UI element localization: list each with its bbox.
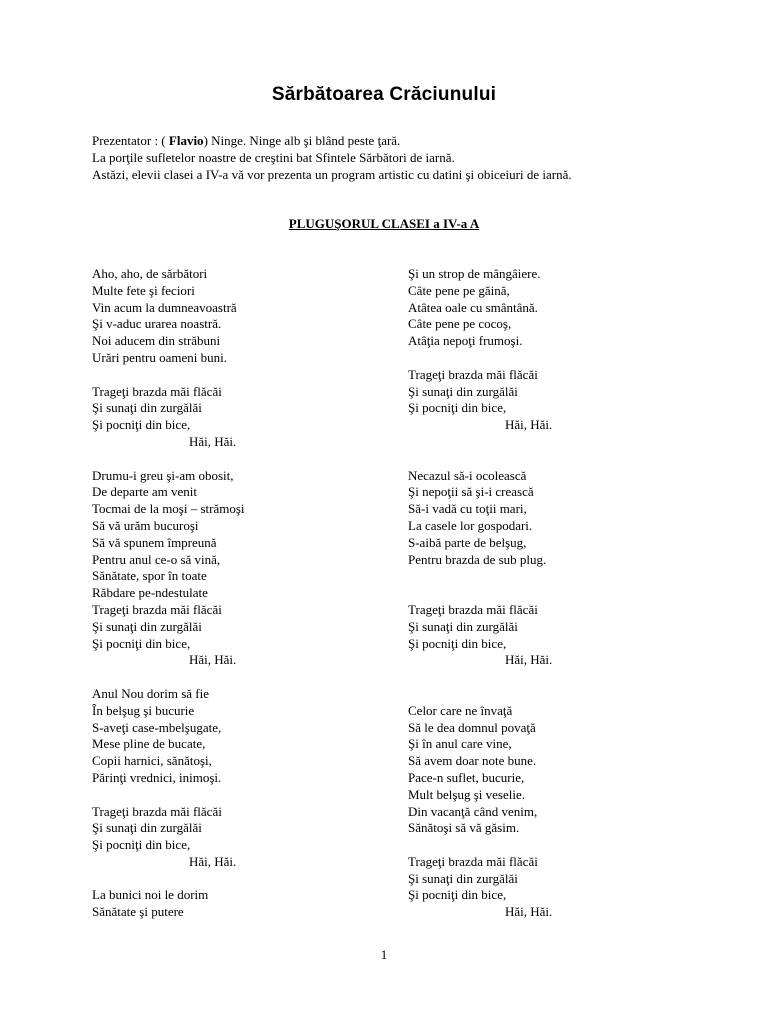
blank-line: [92, 871, 245, 888]
verse-line: Copii harnici, sănătoşi,: [92, 753, 212, 769]
verse-line: Trageţi brazda măi flăcăi: [408, 601, 538, 617]
verse-line: Şi în anul care vine,: [408, 736, 512, 752]
verse-line: S-aveţi case-mbelşugate,: [92, 719, 222, 735]
blank-line: [408, 686, 552, 703]
verse-line: Trageţi brazda măi flăcăi: [92, 803, 222, 819]
verse-line: Mese pline de bucate,: [92, 736, 206, 752]
verse-line: Pentru anul ce-o să vină,: [92, 551, 221, 567]
blank-line: [92, 669, 245, 686]
verse-line: Şi sunaţi din zurgălăi: [92, 820, 202, 836]
verse-line: Şi sunaţi din zurgălăi: [408, 870, 518, 886]
blank-line: [92, 787, 245, 804]
verse-line: Şi sunaţi din zurgălăi: [92, 618, 202, 634]
verse-line: Şi pocniţi din bice,: [92, 837, 191, 853]
verse-line: Răbdare pe-ndestulate: [92, 585, 208, 601]
blank-line: [408, 669, 552, 686]
intro-block: [92, 132, 572, 183]
blank-line: [408, 350, 552, 367]
verse-line: Trageţi brazda măi flăcăi: [408, 853, 538, 869]
verse-line: Hăi, Hăi.: [505, 652, 553, 668]
verse-line: Sănătate şi putere: [92, 904, 184, 920]
verse-line: Tocmai de la moşi – strămoşi: [92, 501, 245, 517]
verse-line: Să le dea domnul povaţă: [408, 719, 536, 735]
verse-line: Aho, aho, de sărbători: [92, 266, 208, 281]
presenter-name: Flavio: [168, 133, 204, 148]
page-number: 1: [380, 947, 388, 962]
verse-line: Hăi, Hăi.: [505, 417, 553, 433]
verse-line: Şi pocniţi din bice,: [92, 417, 191, 433]
verse-line: Şi nepoţii să şi-i crească: [408, 484, 534, 500]
verse-line: Vin acum la dumneavoastră: [92, 299, 237, 315]
verse-line: Şi sunaţi din zurgălăi: [92, 400, 202, 416]
verse-line: Mult belşug şi veselie.: [408, 786, 525, 802]
verse-line: Anul Nou dorim să fie: [92, 685, 209, 701]
verse-line: Celor care ne învaţă: [408, 702, 513, 718]
verse-line: Trageţi brazda măi flăcăi: [92, 383, 222, 399]
section-heading: PLUGUŞORUL CLASEI a IV-a A: [288, 216, 480, 231]
blank-line: [408, 837, 552, 854]
blank-line: [408, 568, 552, 585]
verse-line: Şi un strop de mângâiere.: [408, 266, 541, 281]
verse-line: Drumu-i greu şi-am obosit,: [92, 467, 234, 483]
verse-line: Necazul să-i ocolească: [408, 467, 527, 483]
verse-line: Atâţia nepoţi frumoşi.: [408, 333, 523, 349]
verse-line: Şi sunaţi din zurgălăi: [408, 618, 518, 634]
blank-line: [92, 451, 245, 468]
verse-line: Sănătate, spor în toate: [92, 568, 207, 584]
left-verse-column: [92, 266, 245, 921]
verse-line: Hăi, Hăi.: [189, 433, 237, 449]
verse-line: Câte pene pe găină,: [408, 282, 510, 298]
right-verse-column: [408, 266, 552, 921]
verse-line: Şi v-aduc urarea noastră.: [92, 316, 222, 332]
verse-line: Să vă spunem împreună: [92, 534, 217, 550]
verse-line: Pentru brazda de sub plug.: [408, 551, 547, 567]
verse-line: Să avem doar note bune.: [408, 753, 537, 769]
verse-line: Din vacanţă când venim,: [408, 803, 538, 819]
blank-line: [408, 451, 552, 468]
verse-line: Câte pene pe cocoş,: [408, 316, 512, 332]
verse-line: Pace-n suflet, bucurie,: [408, 769, 525, 785]
verse-line: Trageţi brazda măi flăcăi: [408, 366, 538, 382]
intro-line-3: Astăzi, elevii clasei a IV-a vă vor prezenta un program artistic cu datini şi obiceiuri de iarnă.: [92, 167, 572, 182]
verse-line: Părinţi vrednici, inimoşi.: [92, 769, 222, 785]
verse-line: Hăi, Hăi.: [189, 853, 237, 869]
verse-line: Sănătoşi să vă găsim.: [408, 820, 520, 836]
document-title: Sărbătoarea Crăciunului: [271, 84, 497, 105]
intro-line-2: La porţile sufletelor noastre de creştini bat Sfintele Sărbători de iarnă.: [92, 150, 455, 165]
verse-line: Hăi, Hăi.: [189, 652, 237, 668]
verse-line: Atâtea oale cu smântână.: [408, 299, 538, 315]
verse-line: Şi pocniţi din bice,: [92, 635, 191, 651]
verse-line: Trageţi brazda măi flăcăi: [92, 601, 222, 617]
verse-line: Şi sunaţi din zurgălăi: [408, 383, 518, 399]
verse-line: S-aibă parte de belşug,: [408, 534, 527, 550]
verse-line: În belşug şi bucurie: [92, 702, 195, 718]
verse-line: Multe fete şi feciori: [92, 282, 195, 298]
verse-line: Şi pocniţi din bice,: [408, 400, 507, 416]
verse-line: Şi pocniţi din bice,: [408, 887, 507, 903]
verse-line: Hăi, Hăi.: [505, 904, 553, 920]
verse-line: De departe am venit: [92, 484, 198, 500]
verse-line: Noi aducem din străbuni: [92, 333, 221, 349]
blank-line: [408, 434, 552, 451]
intro-line-1: [92, 132, 572, 149]
intro-line-1-prefix: Prezentator : (: [92, 133, 169, 148]
verse-line: La bunici noi le dorim: [92, 887, 209, 903]
blank-line: [92, 367, 245, 384]
verse-line: La casele lor gospodari.: [408, 517, 533, 533]
verse-line: Să vă urăm bucuroşi: [92, 517, 199, 533]
verse-line: Să-i vadă cu toţii mari,: [408, 501, 527, 517]
intro-line-1-suffix: ) Ninge. Ninge alb şi blând peste ţară.: [203, 133, 401, 148]
verse-line: Urări pentru oameni buni.: [92, 349, 228, 365]
blank-line: [408, 585, 552, 602]
verse-line: Şi pocniţi din bice,: [408, 635, 507, 651]
